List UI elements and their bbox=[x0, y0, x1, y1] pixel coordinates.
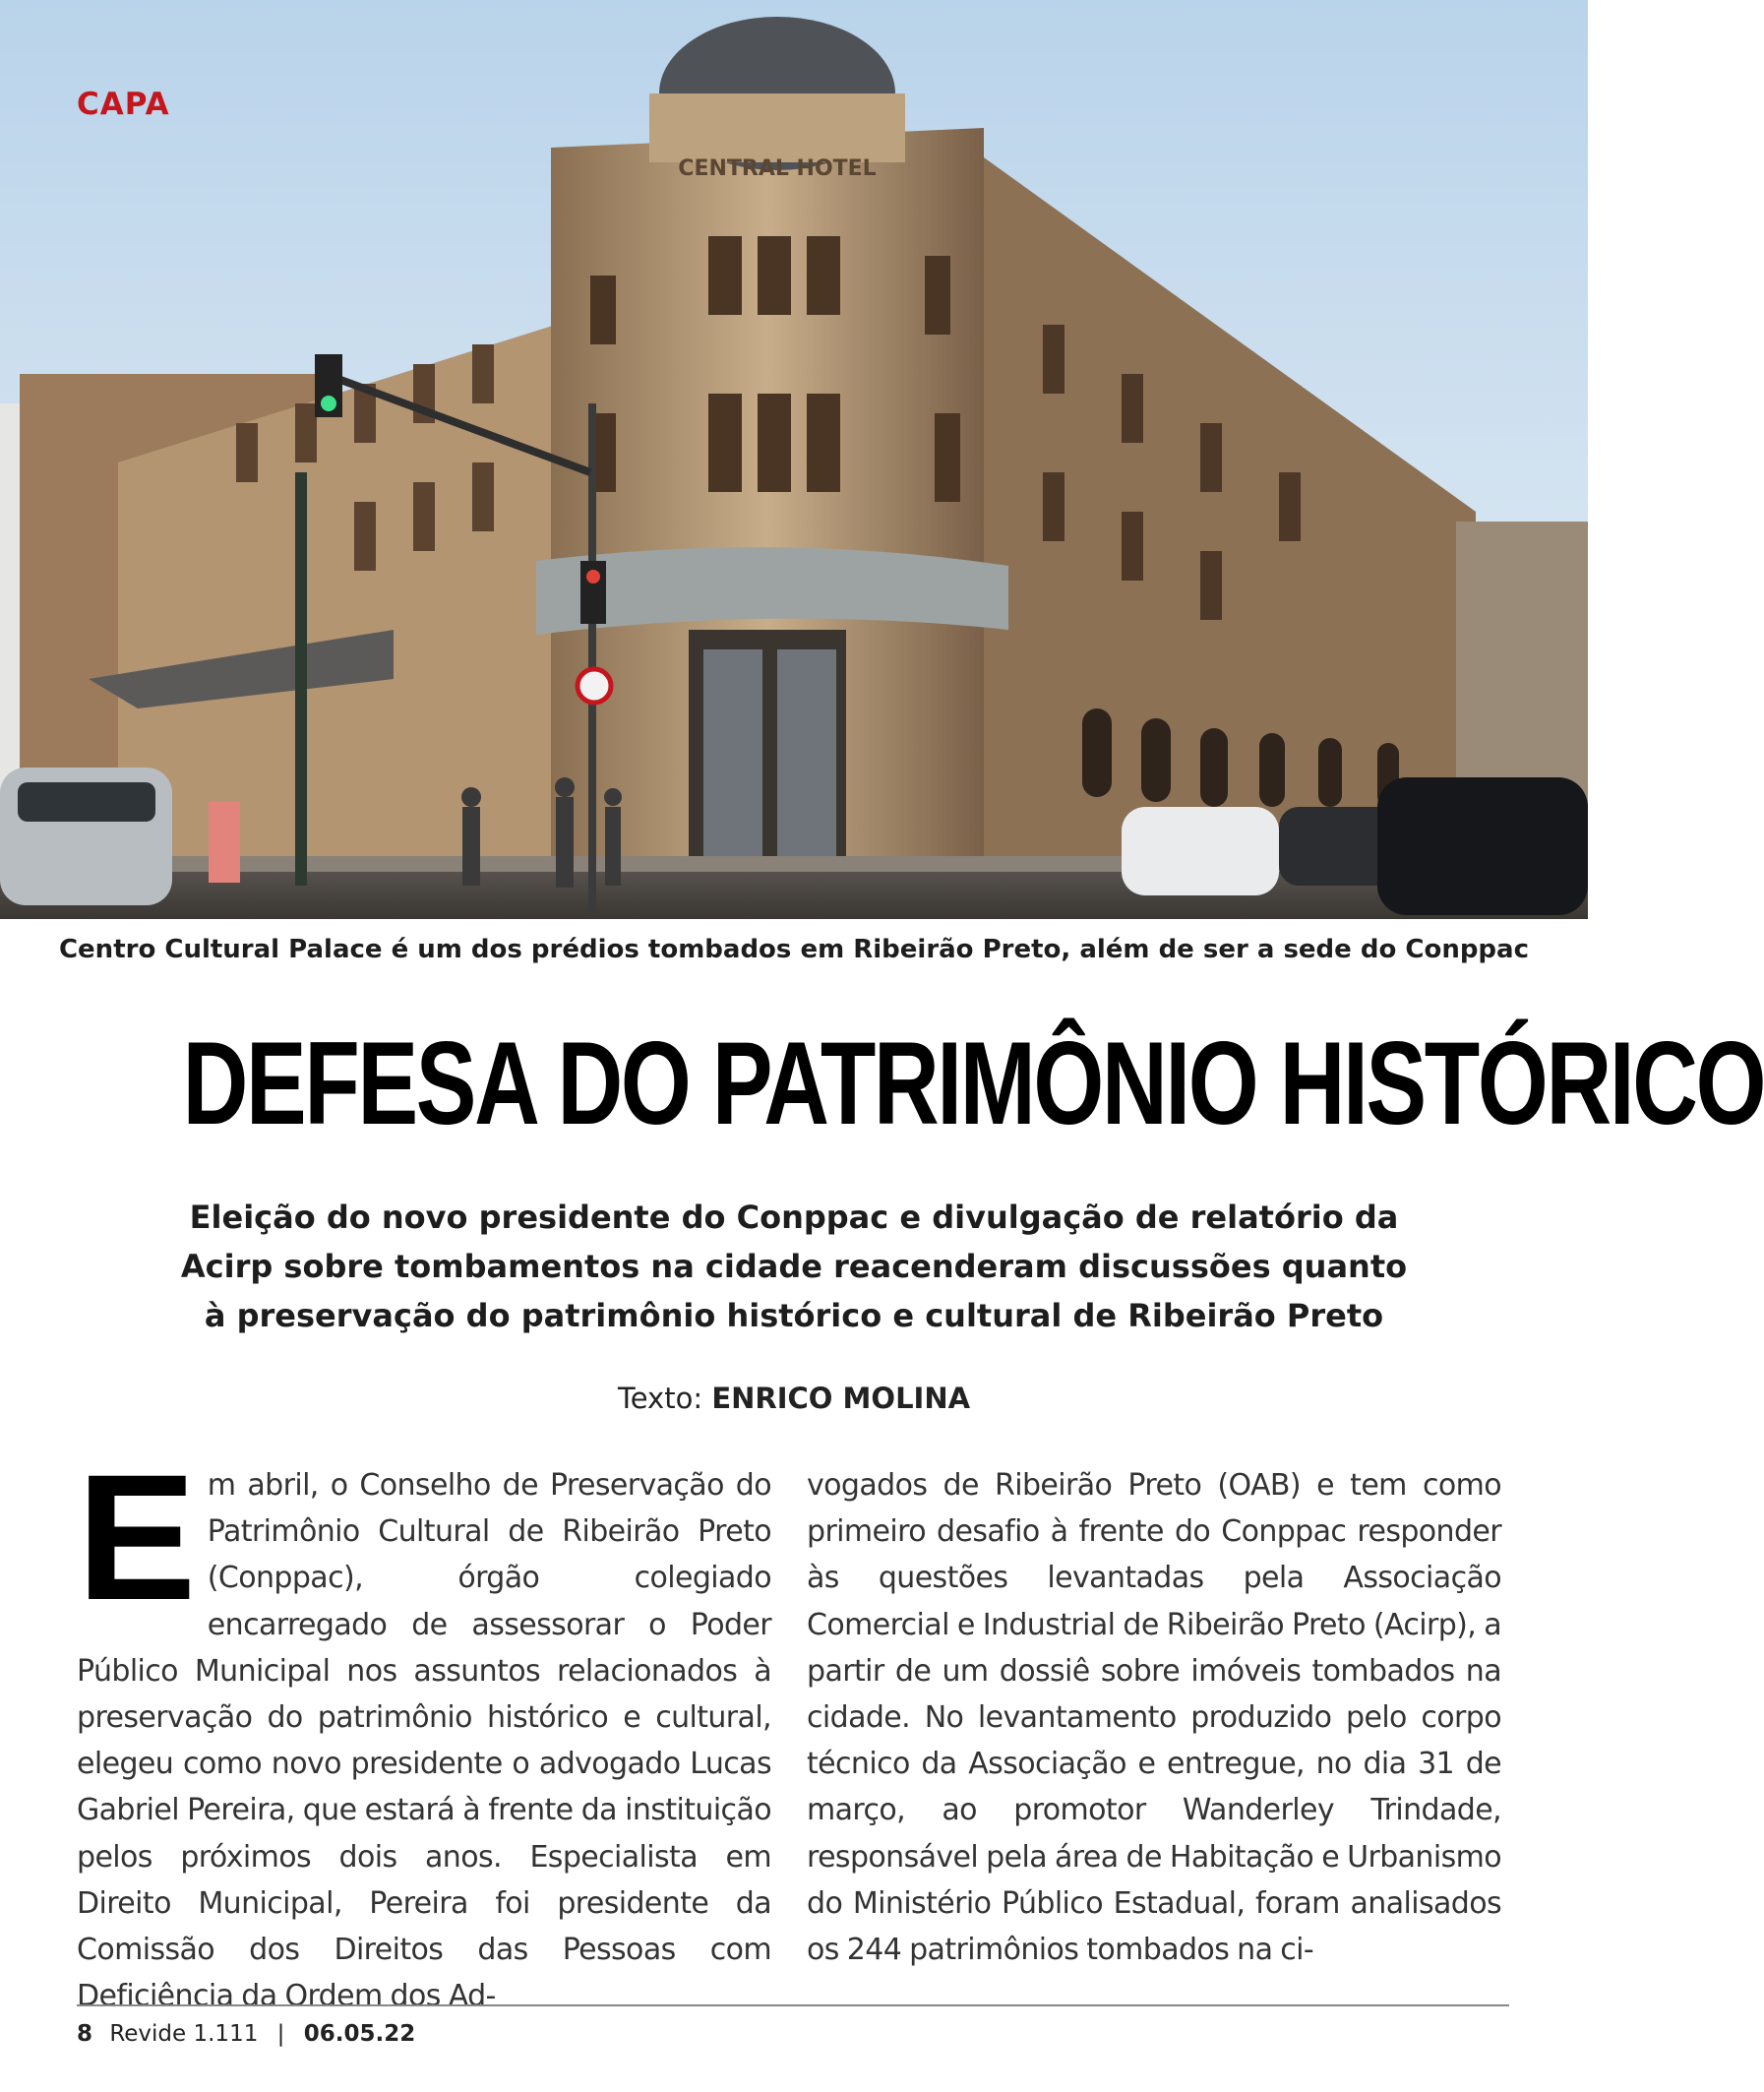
subheadline bbox=[148, 1193, 1440, 1340]
article-column-2 bbox=[807, 1462, 1501, 1973]
byline bbox=[0, 1382, 1588, 1415]
article-text: m abril, o Conselho de Preservação do Patrimônio Cultural de Ribeirão Preto (Conppac), órgão colegiado encarregado de assessorar o Poder Público Municipal nos assuntos relacionados à preservação do patrimônio histórico e cultural, elegeu como novo presidente o advogado Lucas Gabriel Pereira, que estará à frente da instituição pelos próximos dois anos. Especialista em Direito Municipal, Pereira foi presidente da Comissão dos Direitos das Pessoas com Deficiência da Ordem dos Ad- bbox=[77, 1468, 771, 2014]
footer-divider bbox=[77, 2004, 1509, 2006]
byline-author: ENRICO MOLINA bbox=[711, 1382, 971, 1415]
issue-date: 06.05.22 bbox=[303, 2021, 416, 2047]
photo-caption: Centro Cultural Palace é um dos prédios tombados em Ribeirão Preto, além de ser a sede do Conppac bbox=[58, 935, 1530, 964]
headline: DEFESA DO PATRIMÔNIO HISTÓRICO bbox=[182, 1017, 1764, 1149]
building-illustration bbox=[0, 0, 1588, 919]
publication-issue: Revide 1.111 bbox=[109, 2021, 259, 2047]
byline-label: Texto: bbox=[617, 1382, 703, 1415]
drop-cap: E bbox=[77, 1437, 196, 1637]
article-text: vogados de Ribeirão Preto (OAB) e tem como primeiro desafio à frente do Conppac responder às questões levantadas pela Associação Comercial e Industrial de Ribeirão Preto (Acirp), a partir de um dossiê sobre imóveis tombados na cidade. No levantamento produzido pelo corpo técnico da Associação e entregue, no dia 31 de março, ao promotor Wanderley Trindade, responsável pela área de Habitação e Urbanismo do Ministério Público Estadual, foram analisados os 244 patrimônios tombados na ci- bbox=[807, 1468, 1501, 1968]
page-footer bbox=[77, 2021, 415, 2047]
subheadline-line: Eleição do novo presidente do Conppac e divulgação de relatório da bbox=[189, 1199, 1399, 1236]
building-sign: CENTRAL HOTEL bbox=[678, 156, 877, 181]
article-column-1 bbox=[77, 1437, 771, 2019]
page-number: 8 bbox=[77, 2021, 93, 2047]
subheadline-line: à preservação do patrimônio histórico e cultural de Ribeirão Preto bbox=[204, 1297, 1384, 1334]
section-label: CAPA bbox=[77, 87, 170, 122]
cover-photo bbox=[0, 0, 1588, 919]
footer-separator: | bbox=[276, 2021, 285, 2047]
subheadline-line: Acirp sobre tombamentos na cidade reacenderam discussões quanto bbox=[180, 1248, 1408, 1285]
